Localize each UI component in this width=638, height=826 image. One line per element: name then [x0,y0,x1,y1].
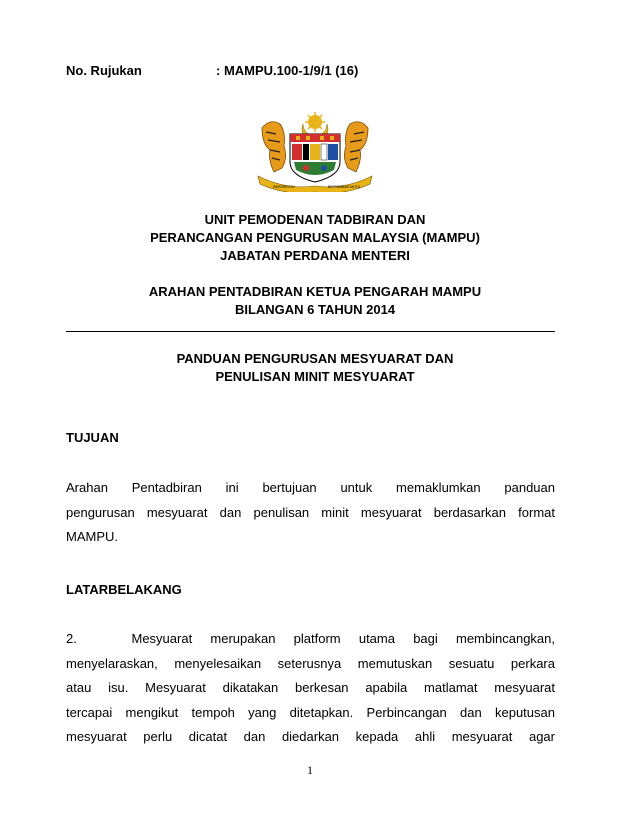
paragraph-line: Arahan Pentadbiran ini bertujuan untuk memaklumkan panduan [66,480,555,495]
agency-block [60,211,570,265]
paragraph-line: tercapai mengikut tempoh yang ditetapkan. Perbincangan dan keputusan [66,704,555,720]
paragraph-line: MAMPU. [66,529,118,544]
paragraph-line: menyelaraskan, menyelesaikan seterusnya memutuskan sesuatu perkara [66,655,555,671]
reference-value: : MAMPU.100-1/9/1 (16) [216,63,359,78]
section-heading-latarbelakang: LATARBELAKANG [66,582,182,597]
paragraph-line: pengurusan mesyuarat dan penulisan minit mesyuarat berdasarkan format [66,504,555,520]
paragraph-line: 2. Mesyuarat merupakan platform utama bagi membincangkan, [66,631,555,646]
agency-line: UNIT PEMODENAN TADBIRAN DAN [204,212,426,227]
divider-rule [66,331,555,332]
coat-of-arms-crest [256,110,374,192]
paragraph-tujuan [66,476,555,550]
agency-line: PERANCANGAN PENGURUSAN MALAYSIA (MAMPU) [150,230,480,245]
reference-label: No. Rujukan [66,63,142,78]
paragraph-line: mesyuarat perlu dicatat dan diedarkan kepada ahli mesyuarat agar [66,729,555,744]
page-number: 1 [307,763,313,777]
paragraph-line: atau isu. Mesyuarat dikatakan berkesan apabila matlamat mesyuarat [66,680,555,695]
section-heading-tujuan: TUJUAN [66,430,119,445]
document-title-line: PENULISAN MINIT MESYUARAT [215,369,415,384]
document-title [60,350,570,386]
document-title-line: PANDUAN PENGURUSAN MESYUARAT DAN [176,351,454,366]
banner-left-text: BERSEKUTU [273,185,295,189]
directive-line: BILANGAN 6 TAHUN 2014 [234,302,396,317]
agency-line: JABATAN PERDANA MENTERI [220,248,410,263]
directive-block [60,283,570,319]
banner-right-text: BERTAMBAH MUTU [327,185,361,189]
paragraph-latarbelakang [66,627,555,750]
reference-line [66,63,358,78]
directive-line: ARAHAN PENTADBIRAN KETUA PENGARAH MAMPU [148,284,482,299]
